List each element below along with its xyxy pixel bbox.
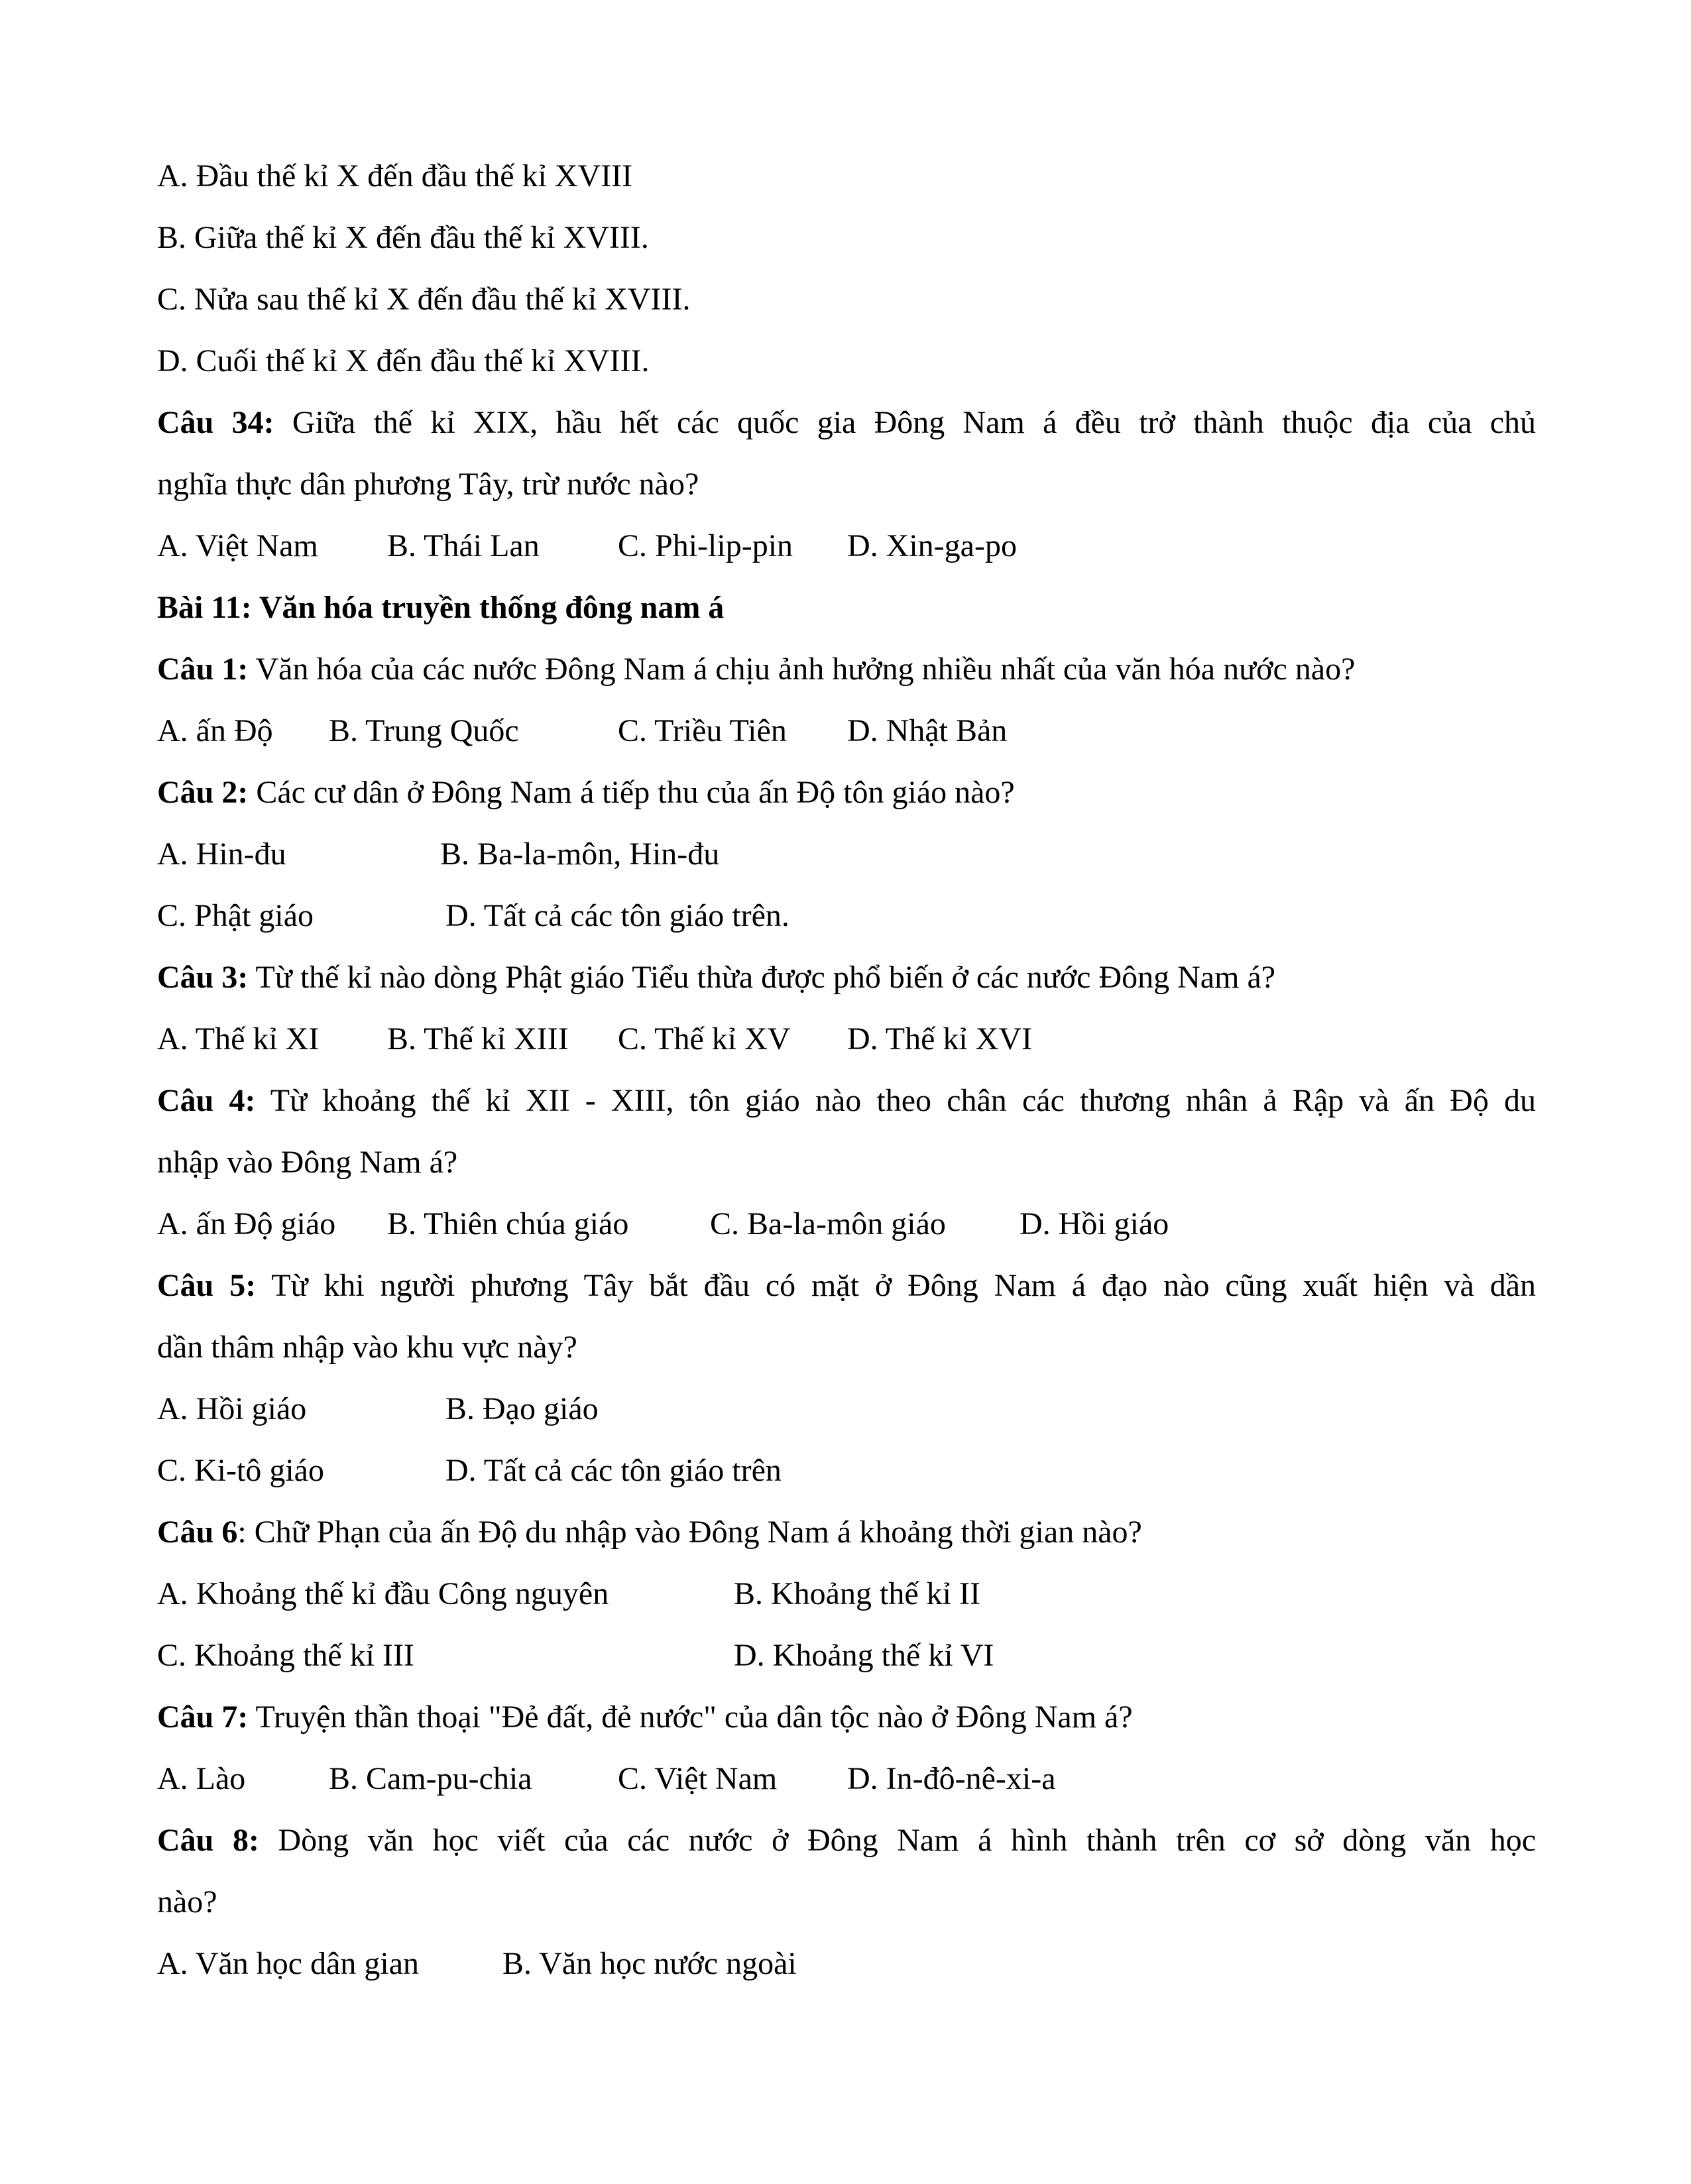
q6-text: : Chữ Phạn của ấn Độ du nhập vào Đông Nam á khoảng thời gian nào?	[237, 1515, 1142, 1550]
q1-option-a: A. ấn Độ	[157, 713, 273, 748]
q5-option-c: C. Ki-tô giáo	[157, 1453, 324, 1488]
q8-option-a: A. Văn học dân gian	[157, 1946, 420, 1981]
q7-question	[157, 1697, 1133, 1737]
q4-label: Câu 4:	[157, 1083, 256, 1118]
q7-option-a: A. Lào	[157, 1761, 246, 1796]
q34-question	[157, 403, 1536, 443]
q4-question	[157, 1081, 1536, 1121]
q34-option-a: A. Việt Nam	[157, 528, 318, 563]
q8-option-b: B. Văn học nước ngoài	[502, 1946, 797, 1981]
q5-option-a: A. Hồi giáo	[157, 1391, 307, 1426]
q3-option-d: D. Thế kỉ XVI	[847, 1021, 1033, 1057]
q33-option-c: C. Nửa sau thế kỉ X đến đầu thế kỉ XVIII.	[157, 282, 691, 317]
q8-text-line1: Dòng văn học viết của các nước ở Đông Nam á hình thành trên cơ sở dòng văn học	[259, 1823, 1536, 1858]
q7-label: Câu 7:	[157, 1699, 249, 1735]
q3-option-b: B. Thế kỉ XIII	[387, 1021, 569, 1057]
q8-question	[157, 1821, 1536, 1861]
section-title: Bài 11: Văn hóa truyền thống đông nam á	[157, 590, 725, 625]
q4-option-b: B. Thiên chúa giáo	[387, 1206, 629, 1241]
q6-question	[157, 1513, 1142, 1552]
q2-option-b: B. Ba-la-môn, Hin-đu	[440, 836, 720, 872]
q7-option-b: B. Cam-pu-chia	[329, 1761, 532, 1796]
q6-option-c: C. Khoảng thế kỉ III	[157, 1638, 414, 1673]
q4-option-a: A. ấn Độ giáo	[157, 1206, 336, 1241]
q3-label: Câu 3:	[157, 960, 249, 995]
q4-text-line1: Từ khoảng thế kỉ XII - XIII, tôn giáo nào theo chân các thương nhân ả Rập và ấn Độ du	[255, 1083, 1536, 1118]
q7-option-d: D. In-đô-nê-xi-a	[847, 1761, 1056, 1796]
q7-text: Truyện thần thoại "Đẻ đất, đẻ nước" của dân tộc nào ở Đông Nam á?	[248, 1699, 1133, 1735]
q3-question	[157, 958, 1275, 998]
q2-text: Các cư dân ở Đông Nam á tiếp thu của ấn Độ tôn giáo nào?	[248, 775, 1015, 810]
q2-question	[157, 773, 1015, 813]
q1-label: Câu 1:	[157, 652, 249, 687]
q34-option-c: C. Phi-lip-pin	[618, 528, 793, 563]
q34-text-line1: Giữa thế kỉ XIX, hầu hết các quốc gia Đông Nam á đều trở thành thuộc địa của chủ	[274, 405, 1537, 440]
q8-text-line2: nào?	[157, 1884, 217, 1920]
q5-question	[157, 1266, 1536, 1306]
q5-text-line1: Từ khi người phương Tây bắt đầu có mặt ở Đông Nam á đạo nào cũng xuất hiện và dần	[256, 1268, 1536, 1303]
q1-option-b: B. Trung Quốc	[329, 713, 519, 748]
q5-label: Câu 5:	[157, 1268, 257, 1303]
q34-option-d: D. Xin-ga-po	[847, 528, 1017, 563]
q6-option-d: D. Khoảng thế kỉ VI	[734, 1638, 994, 1673]
q34-option-b: B. Thái Lan	[387, 528, 540, 563]
q1-text: Văn hóa của các nước Đông Nam á chịu ảnh hưởng nhiều nhất của văn hóa nước nào?	[248, 652, 1356, 687]
q1-option-d: D. Nhật Bản	[847, 713, 1008, 748]
q5-text-line2: dần thâm nhập vào khu vực này?	[157, 1330, 577, 1365]
q2-label: Câu 2:	[157, 775, 249, 810]
q2-option-d: D. Tất cả các tôn giáo trên.	[445, 898, 789, 933]
q6-option-b: B. Khoảng thế kỉ II	[734, 1576, 980, 1611]
q34-text-line2: nghĩa thực dân phương Tây, trừ nước nào?	[157, 467, 699, 502]
q34-label: Câu 34:	[157, 405, 274, 440]
q4-text-line2: nhập vào Đông Nam á?	[157, 1145, 458, 1180]
q6-option-a: A. Khoảng thế kỉ đầu Công nguyên	[157, 1576, 609, 1611]
q3-text: Từ thế kỉ nào dòng Phật giáo Tiểu thừa được phổ biến ở các nước Đông Nam á?	[248, 960, 1276, 995]
q4-option-d: D. Hồi giáo	[1020, 1206, 1169, 1241]
q1-question	[157, 650, 1355, 689]
q3-option-a: A. Thế kỉ XI	[157, 1021, 320, 1057]
q8-label: Câu 8:	[157, 1823, 259, 1858]
q3-option-c: C. Thế kỉ XV	[618, 1021, 791, 1057]
q5-option-b: B. Đạo giáo	[445, 1391, 599, 1426]
q2-option-c: C. Phật giáo	[157, 898, 314, 933]
q6-label: Câu 6	[157, 1515, 238, 1550]
q33-option-a: A. Đầu thế kỉ X đến đầu thế kỉ XVIII	[157, 158, 633, 194]
q33-option-b: B. Giữa thế kỉ X đến đầu thế kỉ XVIII.	[157, 220, 649, 255]
q2-option-a: A. Hin-đu	[157, 836, 286, 872]
q4-option-c: C. Ba-la-môn giáo	[710, 1206, 946, 1241]
q7-option-c: C. Việt Nam	[618, 1761, 778, 1796]
q1-option-c: C. Triều Tiên	[618, 713, 787, 748]
q33-option-d: D. Cuối thế kỉ X đến đầu thế kỉ XVIII.	[157, 343, 650, 378]
q5-option-d: D. Tất cả các tôn giáo trên	[445, 1453, 782, 1488]
